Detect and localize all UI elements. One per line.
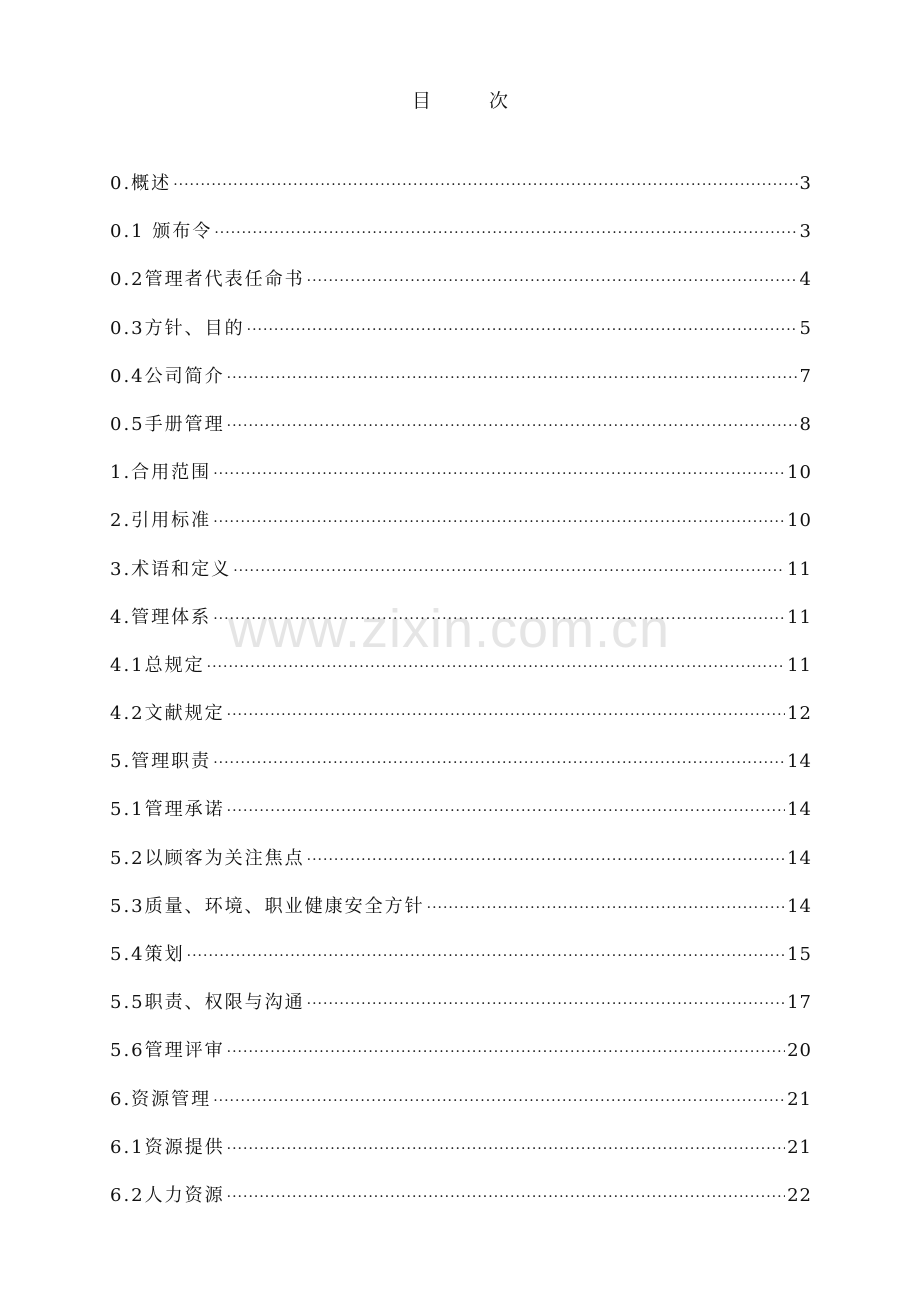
toc-leader-dots: [213, 460, 785, 488]
toc-entry-label: 0.1 颁布令: [110, 221, 213, 243]
toc-leader-dots: [247, 316, 798, 344]
toc-entry-label: 5.6管理评审: [110, 1040, 225, 1062]
toc-entry[interactable]: [110, 411, 812, 459]
toc-entry-label: 5.2以顾客为关注焦点: [110, 847, 305, 869]
toc-entry-page-number: 5: [799, 317, 812, 339]
toc-leader-dots: [214, 219, 797, 247]
toc-entry-label: 6.2人力资源: [110, 1184, 225, 1206]
toc-leader-dots: [427, 894, 785, 922]
toc-entry-page-number: 8: [799, 413, 812, 435]
title-char-2: 次: [489, 90, 509, 112]
toc-entry-label: 5.4策划: [110, 944, 185, 965]
toc-entry-label: 4.1总规定: [110, 654, 205, 676]
toc-entry[interactable]: [110, 748, 812, 796]
toc-entry-label: 0.概述: [110, 173, 172, 194]
toc-leader-dots: [213, 1087, 785, 1115]
toc-entry-label: 5.5职责、权限与沟通: [110, 992, 305, 1014]
toc-entry[interactable]: [110, 604, 812, 652]
toc-entry[interactable]: [110, 652, 812, 700]
toc-entry-page-number: 21: [787, 1136, 812, 1158]
toc-entry-label: 5.1管理承诺: [110, 799, 225, 821]
toc-entry-page-number: 14: [787, 799, 812, 821]
toc-entry-label: 1.合用范围: [110, 462, 212, 484]
toc-entry[interactable]: [110, 556, 812, 604]
toc-entry-page-number: 7: [799, 365, 812, 387]
toc-leader-dots: [207, 653, 785, 681]
toc-entry[interactable]: [110, 266, 812, 314]
toc-leader-dots: [213, 508, 785, 536]
toc-leader-dots: [227, 1183, 785, 1211]
toc-entry[interactable]: [110, 363, 812, 411]
toc-entry[interactable]: [110, 1134, 812, 1182]
toc-entry-label: 0.2管理者代表任命书: [110, 269, 305, 291]
toc-entry[interactable]: [110, 218, 812, 266]
toc-entry-page-number: 10: [787, 510, 812, 532]
toc-entry[interactable]: [110, 989, 812, 1037]
toc-leader-dots: [227, 1038, 785, 1066]
toc-entry-page-number: 14: [787, 847, 812, 869]
toc-entry[interactable]: [110, 170, 812, 218]
toc-leader-dots: [227, 797, 785, 825]
toc-leader-dots: [227, 701, 785, 729]
toc-entry[interactable]: [110, 507, 812, 555]
toc-entry[interactable]: [110, 459, 812, 507]
toc-entry-page-number: 14: [787, 895, 812, 917]
toc-leader-dots: [307, 990, 785, 1018]
toc-entry-page-number: 10: [787, 462, 812, 484]
toc-leader-dots: [187, 942, 785, 970]
toc-entry[interactable]: [110, 1037, 812, 1085]
toc-entry-label: 5.管理职责: [110, 751, 212, 773]
toc-leader-dots: [173, 171, 797, 199]
toc-entry-page-number: 3: [799, 173, 812, 194]
toc-leader-dots: [213, 605, 785, 633]
toc-entry-page-number: 11: [787, 558, 812, 580]
toc-entry-label: 3.术语和定义: [110, 558, 232, 580]
toc-entry-page-number: 3: [799, 221, 812, 243]
title-char-1: 目: [411, 90, 431, 112]
toc-entry-label: 2.引用标准: [110, 510, 212, 532]
toc-entry[interactable]: [110, 941, 812, 989]
toc-entry-page-number: 14: [787, 751, 812, 773]
toc-leader-dots: [307, 267, 798, 295]
page-title: [0, 86, 920, 113]
toc-entry-page-number: 20: [787, 1040, 812, 1062]
toc-leader-dots: [213, 749, 785, 777]
watermark: www.zixin.com.cn: [228, 599, 671, 659]
toc-entry[interactable]: [110, 1182, 812, 1230]
toc-entry[interactable]: [110, 796, 812, 844]
toc-entry-label: 0.3方针、目的: [110, 317, 245, 339]
toc-leader-dots: [233, 557, 785, 585]
toc-leader-dots: [307, 846, 785, 874]
toc-entry-label: 4.管理体系: [110, 606, 212, 628]
toc-entry-label: 6.资源管理: [110, 1088, 212, 1110]
toc-entry-page-number: 4: [799, 269, 812, 291]
toc-entry-page-number: 12: [787, 703, 812, 725]
toc-entry-page-number: 21: [787, 1088, 812, 1110]
toc-entry-page-number: 11: [787, 654, 812, 676]
toc-entry-page-number: 22: [787, 1184, 812, 1206]
toc-entry-label: 0.4公司简介: [110, 365, 225, 387]
toc-entry-page-number: 17: [787, 992, 812, 1014]
toc-entry-page-number: 15: [787, 944, 812, 965]
toc-entry-label: 6.1资源提供: [110, 1136, 225, 1158]
toc-entry-label: 5.3质量、环境、职业健康安全方针: [110, 895, 425, 917]
table-of-contents: [110, 170, 812, 1230]
toc-entry[interactable]: [110, 315, 812, 363]
toc-entry-label: 4.2文献规定: [110, 703, 225, 725]
toc-entry[interactable]: [110, 700, 812, 748]
toc-leader-dots: [227, 364, 798, 392]
toc-entry[interactable]: [110, 845, 812, 893]
toc-leader-dots: [227, 412, 798, 440]
toc-entry-page-number: 11: [787, 606, 812, 628]
toc-leader-dots: [227, 1135, 785, 1163]
toc-entry[interactable]: [110, 1086, 812, 1134]
toc-entry-label: 0.5手册管理: [110, 413, 225, 435]
toc-entry[interactable]: [110, 893, 812, 941]
